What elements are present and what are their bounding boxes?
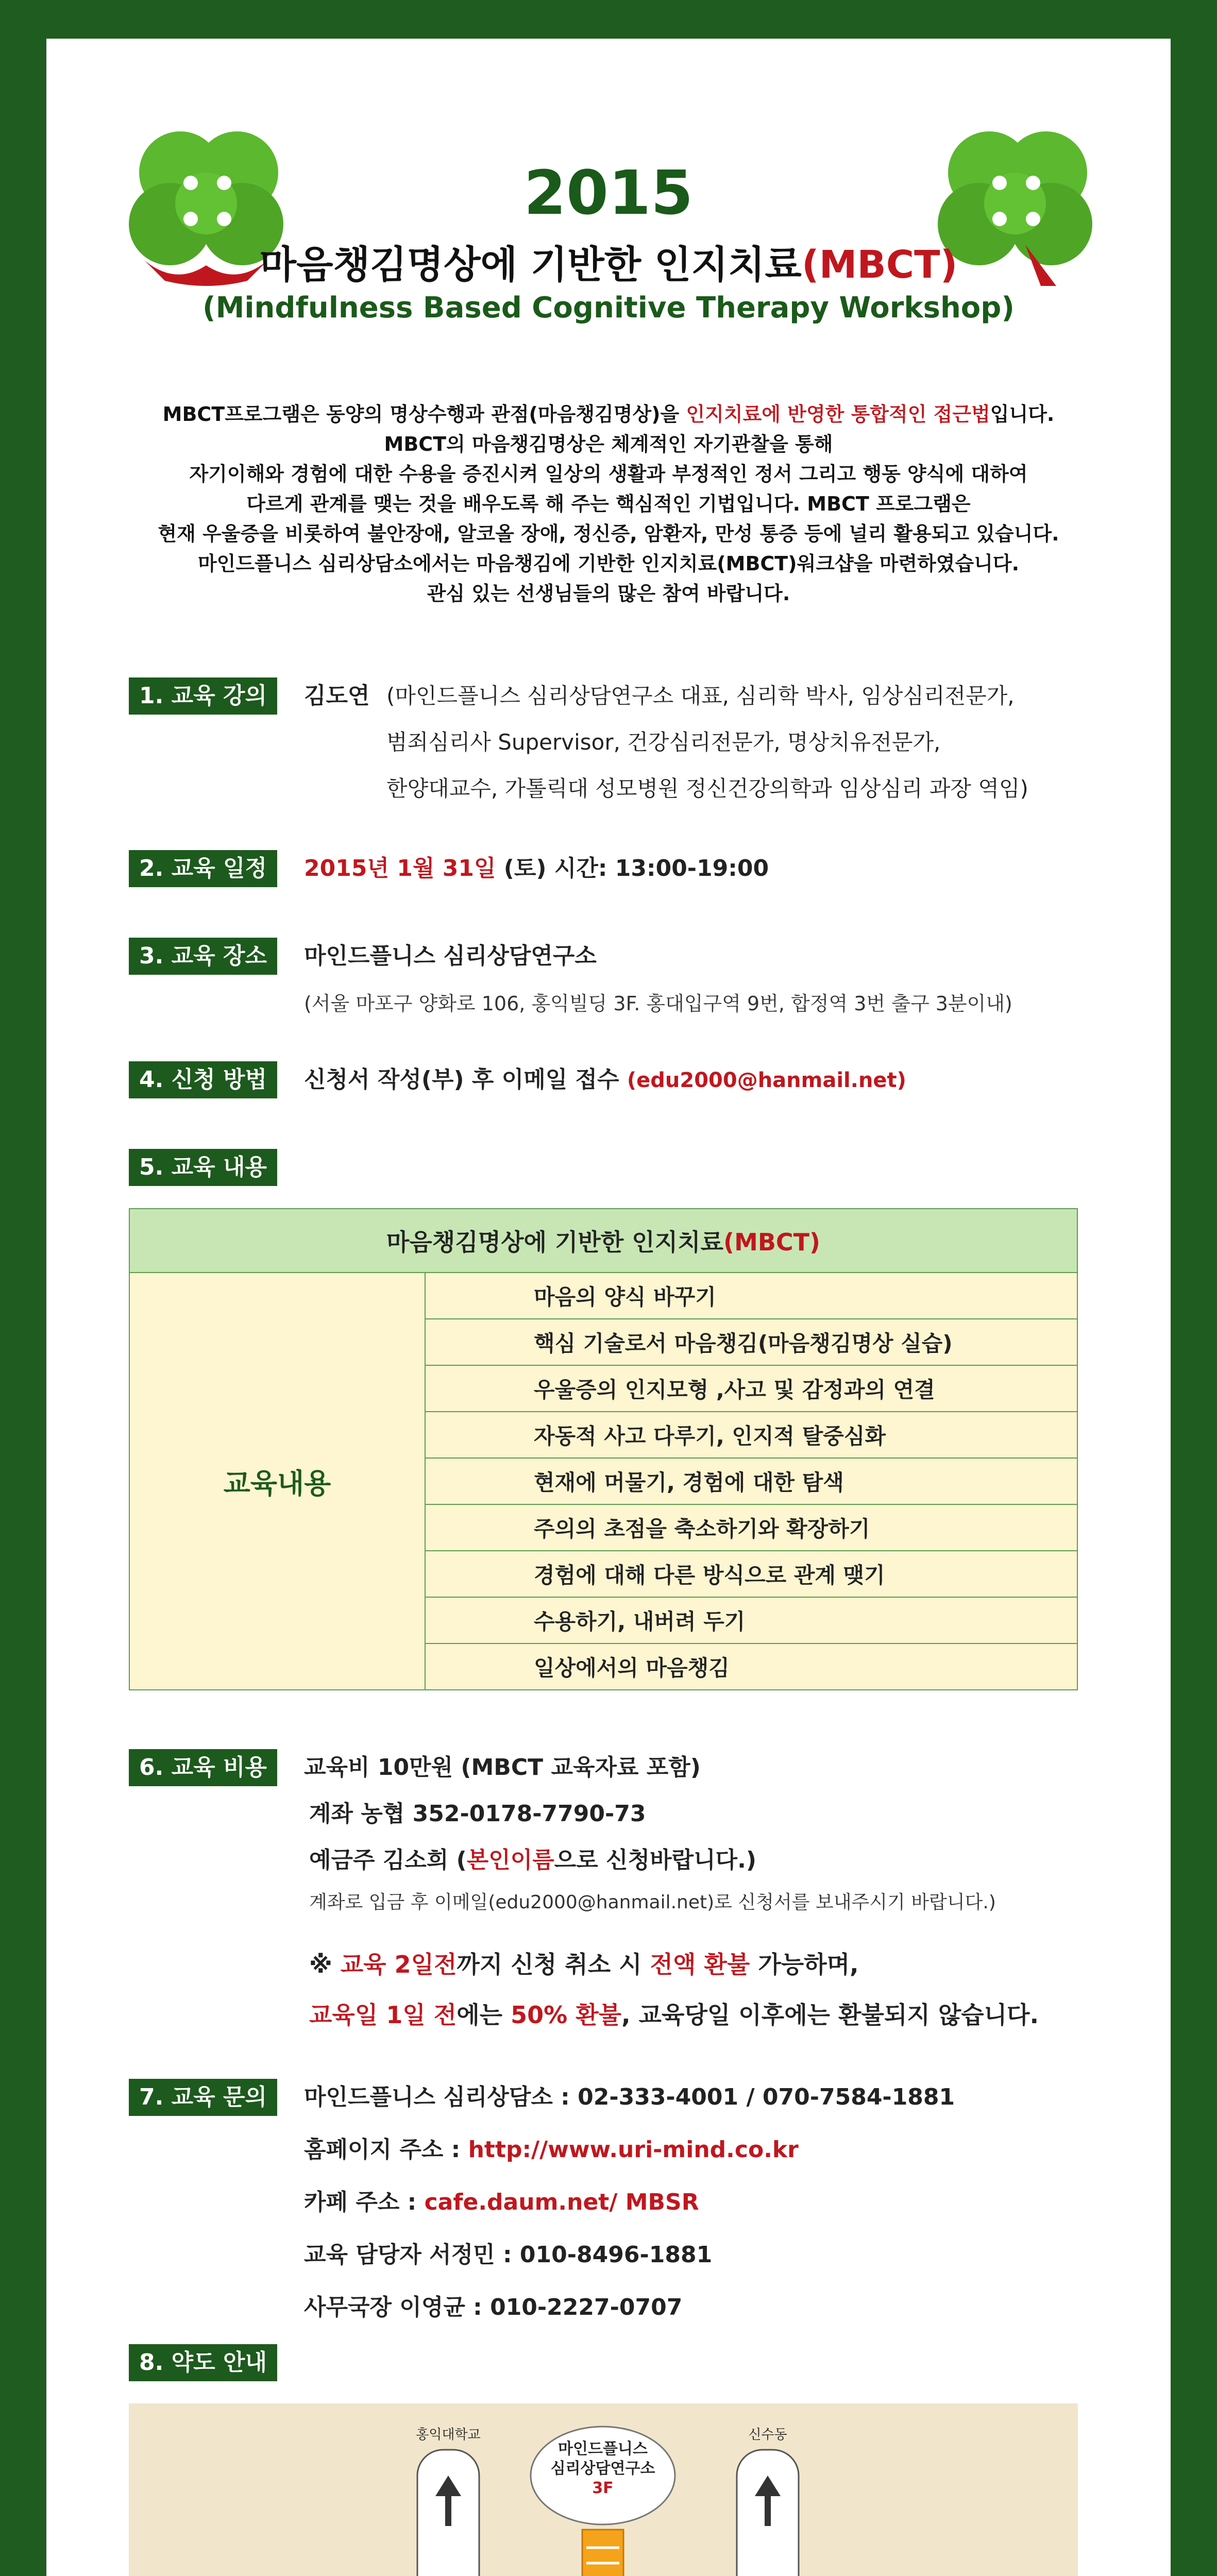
table-header-row [129, 1209, 1077, 1273]
section-label-venue: 3. 교육 장소 [129, 938, 277, 975]
intro-line: 마인드플니스 심리상담소에서는 마음챙김에 기반한 인지치료(MBCT)워크샵을 마련하였습니다. [197, 552, 1020, 575]
section-label-schedule: 2. 교육 일정 [129, 850, 277, 887]
schedule-date: 2015년 1월 31일 [304, 855, 496, 882]
map-label: 3F [592, 2479, 614, 2497]
section-label-apply: 4. 신청 방법 [129, 1061, 277, 1098]
intro-line [88, 399, 1129, 429]
section-label-map: 8. 약도 안내 [129, 2344, 277, 2381]
table-header-abbr: (MBCT) [723, 1228, 821, 1256]
content-table [129, 1208, 1078, 1690]
section-label-fee: 6. 교육 비용 [129, 1749, 277, 1786]
fee-holder-text: 으로 신청바랍니다.) [554, 1847, 756, 1873]
fee-holder-highlight: 본인이름 [466, 1847, 554, 1873]
apply-text [304, 1065, 906, 1095]
refund-text: , 교육당일 이후에는 환불되지 않습니다. [621, 2001, 1039, 2029]
map-label-hongik: 홍익대학교 [416, 2427, 481, 2443]
refund-highlight: 교육일 1일 전 [309, 2001, 457, 2029]
inquiry-phone: 마인드플니스 심리상담소 : 02-333-4001 / 070-7584-1881 [304, 2084, 955, 2110]
refund-text: 까지 신청 취소 시 [457, 1951, 650, 1978]
table-header [129, 1209, 1077, 1273]
table-row [129, 1273, 1077, 1319]
table-cell: 핵심 기술로서 마음챙김(마음챙김명상 실습) [425, 1319, 1077, 1365]
intro-text: MBCT프로그램은 동양의 명상수행과 관점(마음챙김명상)을 [162, 403, 686, 426]
refund-text: ※ [309, 1951, 341, 1978]
intro-line: 관심 있는 선생님들의 많은 참여 바랍니다. [427, 582, 790, 605]
fee-holder [309, 1846, 756, 1875]
table-header-text: 마음챙김명상에 기반한 인지치료 [386, 1228, 724, 1256]
intro-paragraph [88, 399, 1129, 608]
refund-highlight: 전액 환불 [650, 1951, 750, 1978]
table-cell: 주의의 초점을 축소하기와 확장하기 [425, 1504, 1077, 1551]
refund-text: 에는 [457, 2001, 511, 2029]
map-bubble-label [536, 2439, 670, 2498]
schedule-text [304, 854, 769, 883]
venue-name: 마인드플니스 심리상담연구소 [304, 943, 597, 969]
title-english: (Mindfulness Based Cognitive Therapy Workshop) [202, 291, 1015, 325]
flyer-page [46, 39, 1171, 2576]
map-label-sinsu: 신수동 [748, 2427, 787, 2443]
refund-highlight: 교육 2일전 [340, 1951, 457, 1978]
table-cell: 우울증의 인지모형 ,사고 및 감정과의 연결 [425, 1365, 1077, 1412]
intro-highlight: 인지치료에 반영한 통합적인 접근법 [686, 403, 990, 426]
title-main-abbr: (MBCT) [801, 243, 958, 287]
refund-policy-line [309, 2001, 1039, 2029]
arrow-up-icon [765, 2495, 771, 2526]
lecturer-bio-line: (마인드플니스 심리상담연구소 대표, 심리학 박사, 임상심리전문가, [386, 683, 1015, 708]
arrow-up-icon [445, 2495, 451, 2526]
cafe-link[interactable]: cafe.daum.net/ MBSR [424, 2189, 699, 2215]
refund-policy-line [309, 1950, 859, 1979]
intro-line: 현재 우울증을 비롯하여 불안장애, 알코올 장애, 정신증, 암환자, 만성 통증 등에 널리 활용되고 있습니다. [158, 522, 1059, 545]
title-main [46, 234, 1171, 289]
intro-line: 다르게 관계를 맺는 것을 배우도록 해 주는 핵심적인 기법입니다. MBCT 프로그램은 [246, 493, 971, 515]
fee-holder-text: 예금주 김소희 ( [309, 1847, 467, 1873]
lecturer-bio-line: 한양대교수, 가톨릭대 성모병원 정신건강의학과 임상심리 과장 역임) [386, 776, 1028, 801]
map-label: 심리상담연구소 [550, 2460, 655, 2478]
section-label-inquiry: 7. 교육 문의 [129, 2079, 277, 2116]
table-cell: 경험에 대해 다른 방식으로 관계 맺기 [425, 1551, 1077, 1597]
apply-method: 신청서 작성(부) 후 이메일 접수 [304, 1066, 627, 1093]
inquiry-homepage [304, 2136, 799, 2164]
section-label-content: 5. 교육 내용 [129, 1149, 277, 1186]
map-label: 마인드플니스 [558, 2440, 648, 2458]
inquiry-staff: 교육 담당자 서정민 : 010-8496-1881 [304, 2242, 713, 2268]
venue-address: (서울 마포구 양화로 106, 홍익빌딩 3F. 홍대입구역 9번, 합정역 3번 출구 3분이내) [304, 992, 1012, 1015]
building-icon [582, 2530, 623, 2576]
table-cell: 수용하기, 내버려 두기 [425, 1597, 1077, 1643]
location-map [129, 2403, 1078, 2576]
title-year: 2015 [523, 157, 694, 228]
apply-email[interactable]: (edu2000@hanmail.net) [627, 1069, 906, 1092]
table-cell: 일상에서의 마음챙김 [425, 1643, 1077, 1690]
table-row: 마음의 양식 바꾸기 [425, 1273, 1077, 1319]
table-cell: 현재에 머물기, 경험에 대한 탐색 [425, 1458, 1077, 1504]
intro-text: 입니다. [990, 403, 1055, 426]
intro-line: 자기이해와 경험에 대한 수용을 증진시켜 일상의 생활과 부정적인 정서 그리고 행동 양식에 대하여 [189, 463, 1028, 485]
cafe-label: 카페 주소 : [304, 2189, 425, 2215]
fee-account: 계좌 농협 352-0178-7790-73 [309, 1801, 646, 1827]
lecturer-bio-line: 범죄심리사 Supervisor, 건강심리전문가, 명상치유전문가, [386, 730, 941, 755]
lecturer-name: 김도연 [304, 683, 370, 709]
homepage-label: 홈페이지 주소 : [304, 2137, 468, 2163]
fee-amount: 교육비 10만원 (MBCT 교육자료 포함) [304, 1754, 701, 1781]
inquiry-manager: 사무국장 이영균 : 010-2227-0707 [304, 2294, 683, 2320]
refund-text: 가능하며, [750, 1951, 859, 1978]
intro-line: MBCT의 마음챙김명상은 체계적인 자기관찰을 통해 [384, 433, 833, 455]
homepage-link[interactable]: http://www.uri-mind.co.kr [468, 2137, 799, 2163]
schedule-time: (토) 시간: 13:00-19:00 [496, 855, 769, 882]
title-main-text: 마음챙김명상에 기반한 인지치료 [259, 243, 802, 287]
table-left-label: 교육내용 [129, 1273, 425, 1690]
inquiry-cafe [304, 2188, 699, 2217]
table-cell: 자동적 사고 다루기, 인지적 탈중심화 [425, 1412, 1077, 1458]
section-label-lecturer: 1. 교육 강의 [129, 677, 277, 715]
fee-note: 계좌로 입금 후 이메일(edu2000@hanmail.net)로 신청서를 보내주시기 바랍니다.) [309, 1892, 996, 1913]
refund-highlight: 50% 환불 [511, 2001, 622, 2029]
